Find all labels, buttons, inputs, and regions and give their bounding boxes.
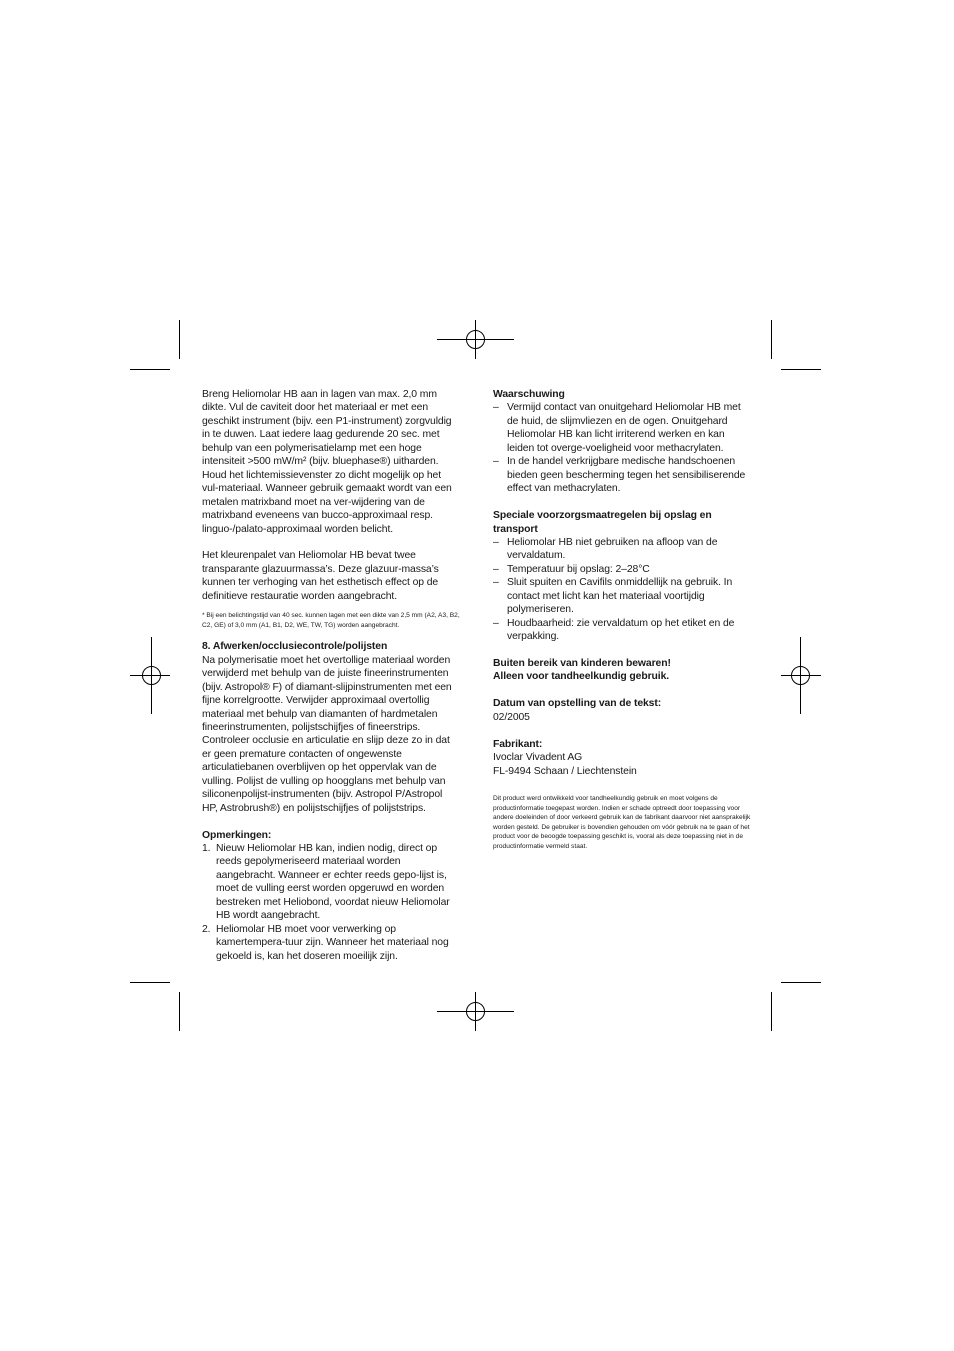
list-text: Nieuw Heliomolar HB kan, indien nodig, direct op reeds gepolymeriseerd materiaal worden aangebracht. Wanneer er echter reeds gepo-lijst is, moet de vulling eerst worden opgeruwd en worden bestreken met Heliobond, voordat nieuw Heliomolar HB wordt aangebracht. [216, 843, 450, 922]
list-item [493, 576, 751, 616]
children-warning-line-1: Buiten bereik van kinderen bewaren! [493, 658, 671, 670]
footnote: * Bij een belichtingstijd van 40 sec. kunnen lagen met een dikte van 2,5 mm (A2, A3, B2, C2, GE) of 3,0 mm (A1, B1, D2, WE, TW, TG) worden aangebracht. [202, 612, 460, 629]
list-marker: – [493, 617, 499, 629]
list-text: Temperatuur bij opslag: 2–28°C [507, 563, 650, 575]
list-item [493, 455, 751, 495]
list-text: Heliomolar HB niet gebruiken na afloop van de vervaldatum. [507, 536, 718, 562]
right-column [493, 388, 751, 851]
remarks-heading: Opmerkingen: [202, 829, 272, 841]
left-column [202, 388, 460, 963]
shade-palette-paragraph: Het kleurenpalet van Heliomolar HB bevat twee transparante glazuurmassa’s. Deze glazuur-massa’s kunnen ter verhoging van het esthetisch effect op de definitieve restauratie worden aangebracht. [202, 550, 439, 602]
list-marker: 2. [202, 923, 211, 935]
list-item [493, 617, 751, 644]
list-item [493, 401, 751, 455]
application-paragraph: Breng Heliomolar HB aan in lagen van max. 2,0 mm dikte. Vul de caviteit door het materiaal er met een geschikt instrument (bijv. een P1-instrument) zorgvuldig in te duwen. Laat iedere laag gedurende 20 sec. met behulp van een polymerisatielamp met een hoge intensiteit >500 mW/m² (bijv. bluephase®) uitharden. Houd het lichtemissievenster zo dicht mogelijk op het vul-materiaal. Wanneer gebruik gemaakt wordt van een metalen matrixband moet na ver-wijdering van de matrixband eveneens van bucco-approximaal resp. linguo-/palato-approximaal worden belicht. [202, 389, 452, 535]
list-item [202, 842, 460, 923]
manufacturer-heading: Fabrikant: [493, 738, 543, 750]
list-marker: – [493, 563, 499, 575]
list-marker: – [493, 402, 499, 414]
list-marker: – [493, 456, 499, 468]
list-item [493, 563, 751, 576]
list-marker: – [493, 577, 499, 589]
list-text: Sluit spuiten en Cavifils onmiddellijk na gebruik. In contact met licht kan het materiaal voortijdig polymeriseren. [507, 577, 733, 616]
list-marker: 1. [202, 843, 211, 855]
date-value: 02/2005 [493, 711, 530, 723]
list-marker: – [493, 536, 499, 548]
disclaimer: Dit product werd ontwikkeld voor tandheelkundig gebruik en moet volgens de productinformatie toegepast worden. Indien er schade optreedt door toepassing voor andere doeleinden of door verkeerd gebruik kan de fabrikant daarvoor niet aansprakelijk worden gesteld. De gebruiker is bovendien gehouden om vóór gebruik na te gaan of het product voor de beoogde toepassing geschikt is, vooral als deze toepassing niet in de productinformatie vermeld staat. [493, 795, 751, 850]
list-item [493, 536, 751, 563]
section-8-heading: 8. Afwerken/occlusiecontrole/polijsten [202, 641, 388, 653]
list-text: Houdbaarheid: zie vervaldatum op het etiket en de verpakking. [507, 617, 735, 643]
date-heading: Datum van opstelling van de tekst: [493, 698, 662, 710]
manufacturer-address: FL-9494 Schaan / Liechtenstein [493, 765, 637, 777]
warning-heading: Waarschuwing [493, 389, 565, 400]
list-text: Vermijd contact van onuitgehard Heliomolar HB met de huid, de slijmvliezen en de ogen. Onuitgehard Heliomolar HB kan licht irriterend werken en kan leiden tot overge-voeligheid voor methacrylaten. [507, 402, 741, 454]
list-text: Heliomolar HB moet voor verwerking op kamertempera-tuur zijn. Wanneer het materiaal nog gekoeld is, kan het doseren moeilijk zijn. [216, 923, 449, 962]
list-text: In de handel verkrijgbare medische handschoenen bieden geen bescherming tegen het sensibiliserende effect van methacrylaten. [507, 456, 746, 495]
list-item [202, 923, 460, 963]
section-8-body: Na polymerisatie moet het overtollige materiaal worden verwijderd met behulp van de juiste fineerinstrumenten (bijv. Astropol® F) of diamant-slijpinstrumenten met een fijne korrelgrootte. Verwijder approximaal overtollig materiaal met behulp van diamanten of hardmetalen fineerinstrumenten, polijstschijfjes of fineerstrips. Controleer occlusie en articulatie en slijp deze zo in dat er geen premature contacten of ongewenste articulatiebanen overblijven op het oppervlak van de vulling. Polijst de vulling op hoogglans met behulp van siliconenpolijst-instrumenten (bijv. Astropol P/Astropol HP, Astrobrush®) en polijstschijfjes of polijststrips. [202, 654, 452, 814]
storage-heading: Speciale voorzorgsmaatregelen bij opslag en transport [493, 510, 712, 535]
children-warning-line-2: Alleen voor tandheelkundig gebruik. [493, 671, 670, 683]
manufacturer-name: Ivoclar Vivadent AG [493, 752, 583, 764]
